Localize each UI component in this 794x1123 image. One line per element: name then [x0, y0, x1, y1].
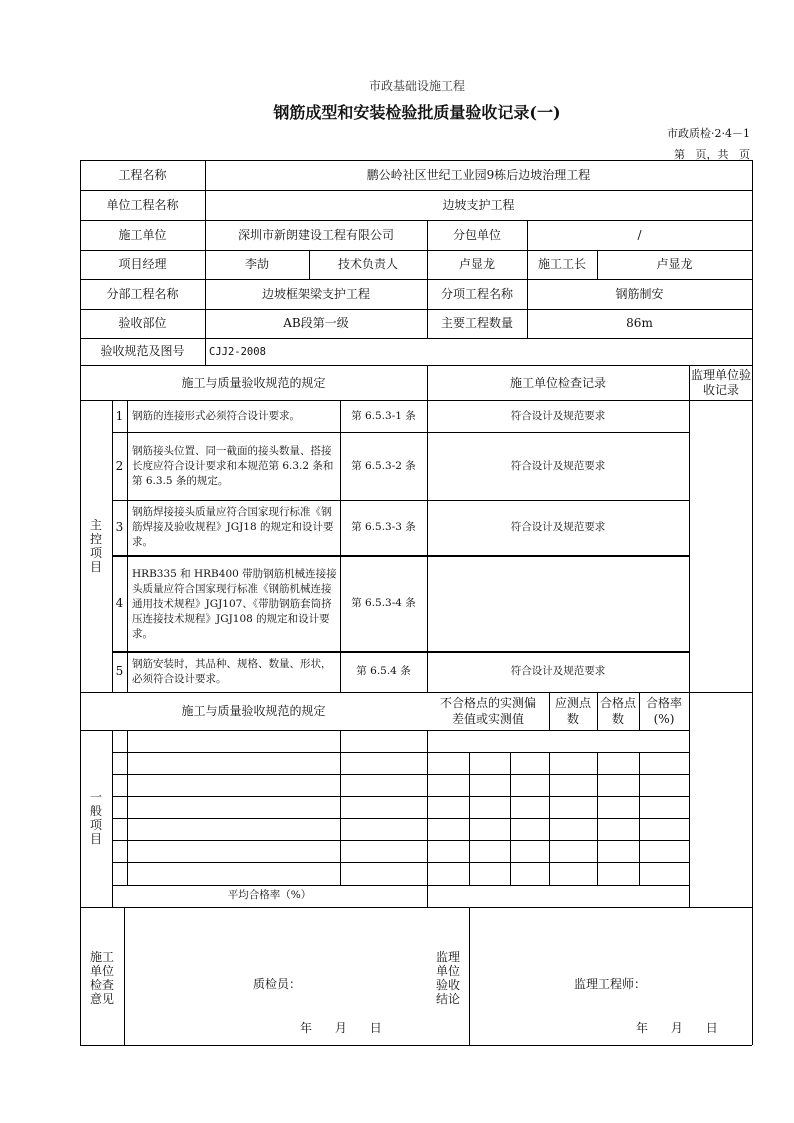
main-row-result: 符合设计及规范要求: [510, 410, 606, 422]
constructor-opinion-label: 施工单位检查意见: [89, 950, 114, 1006]
main-row-clause: 第 6.5.3-3 条: [351, 521, 416, 533]
standard-label: 验收规范及图号: [100, 344, 185, 358]
supervisor-conclusion-label: 监理单位验收结论: [435, 950, 460, 1006]
subitem-label: 分项工程名称: [440, 287, 513, 301]
standard-value: CJJ2-2008: [209, 346, 266, 358]
main-row-text: 钢筋的连接形式必须符合设计要求。: [132, 410, 300, 422]
project-name-label: 工程名称: [118, 168, 167, 182]
document-category: 市政基础设施工程: [368, 79, 465, 93]
main-row-text: HRB335 和 HRB400 带肋钢筋机械连接接头质量应符合国家现行标准《钢筋机械连接通用技术规程》JGJ107、《带肋钢筋套筒挤压连接技术规程》JGJ108 的规定和设计要求。: [132, 568, 337, 640]
tech-lead-label: 技术负责人: [337, 257, 398, 271]
general-group-label: 一般项目: [89, 790, 102, 846]
main-spec-header: 施工与质量验收规范的规定: [181, 376, 326, 390]
division-label: 分部工程名称: [106, 287, 179, 301]
main-row-clause: 第 6.5.4 条: [356, 665, 411, 677]
subitem-value: 钢筋制安: [615, 287, 664, 301]
subcontractor-label: 分包单位: [452, 228, 501, 242]
general-points-header: 应测点数: [555, 696, 592, 726]
constructor-date: 年 月 日: [300, 1021, 382, 1035]
location-label: 验收部位: [118, 316, 167, 330]
main-row-clause: 第 6.5.3-1 条: [351, 410, 416, 422]
tech-lead-value: 卢显龙: [458, 257, 495, 271]
subcontractor-value: /: [637, 228, 642, 242]
main-row-no: 1: [115, 409, 124, 423]
form-code: 市政质检·2·4－1: [667, 127, 750, 140]
main-supervisor-header: 监理单位验收记录: [690, 368, 751, 397]
inspector-label: 质检员：: [253, 977, 302, 991]
manager-value: 李劼: [244, 257, 269, 271]
main-row-text: 钢筋接头位置、同一截面的接头数量、搭接长度应符合设计要求和本规范第 6.3.2 条和第 6.3.5 条的规定。: [132, 445, 334, 487]
project-name-value: 鹏公岭社区世纪工业园9栋后边坡治理工程: [366, 168, 591, 182]
table-right-border: [752, 160, 753, 1045]
table-top-border: [80, 160, 752, 161]
division-value: 边坡框架梁支护工程: [261, 287, 370, 301]
main-row-no: 3: [115, 520, 124, 534]
quantity-label: 主要工程数量: [440, 316, 513, 330]
page-info: 第 页，共 页: [674, 148, 750, 161]
average-rate-label: 平均合格率（%）: [227, 889, 312, 901]
main-group-label: 主控项目: [89, 518, 102, 574]
engineer-label: 监理工程师：: [574, 977, 647, 991]
general-deviation-header: 不合格点的实测偏差值或实测值: [439, 696, 536, 726]
manager-label: 项目经理: [118, 257, 167, 271]
table-bottom-border: [80, 1045, 752, 1046]
foreman-value: 卢显龙: [656, 257, 693, 271]
main-row-result: 符合设计及规范要求: [510, 665, 606, 677]
main-row-no: 5: [115, 664, 124, 678]
location-value: AB段第一级: [283, 316, 349, 330]
general-spec-header: 施工与质量验收规范的规定: [181, 704, 326, 718]
main-check-header: 施工单位检查记录: [509, 376, 606, 390]
unit-project-value: 边坡支护工程: [442, 198, 515, 212]
general-passed-header: 合格点数: [600, 696, 637, 726]
document-title: 钢筋成型和安装检验批质量验收记录(一): [273, 103, 561, 122]
main-row-result: 符合设计及规范要求: [510, 521, 606, 533]
main-row-text: 钢筋安装时，其品种、规格、数量、形状，必须符合设计要求。: [132, 658, 332, 685]
constructor-label: 施工单位: [118, 228, 167, 242]
main-row-text: 钢筋焊接接头质量应符合国家现行标准《钢筋焊接及验收规程》JGJ18 的规定和设计要求。: [132, 506, 334, 548]
foreman-label: 施工工长: [537, 257, 586, 271]
quantity-value: 86m: [626, 316, 653, 330]
constructor-value: 深圳市新朗建设工程有限公司: [237, 228, 394, 242]
main-row-clause: 第 6.5.3-4 条: [351, 597, 416, 609]
main-row-result: 符合设计及规范要求: [510, 460, 606, 472]
main-row-clause: 第 6.5.3-2 条: [351, 460, 416, 472]
main-row-no: 2: [115, 459, 124, 473]
general-rate-header: 合格率(%): [645, 696, 682, 726]
unit-project-label: 单位工程名称: [106, 198, 179, 212]
supervisor-date: 年 月 日: [636, 1021, 718, 1035]
main-row-no: 4: [115, 596, 124, 610]
